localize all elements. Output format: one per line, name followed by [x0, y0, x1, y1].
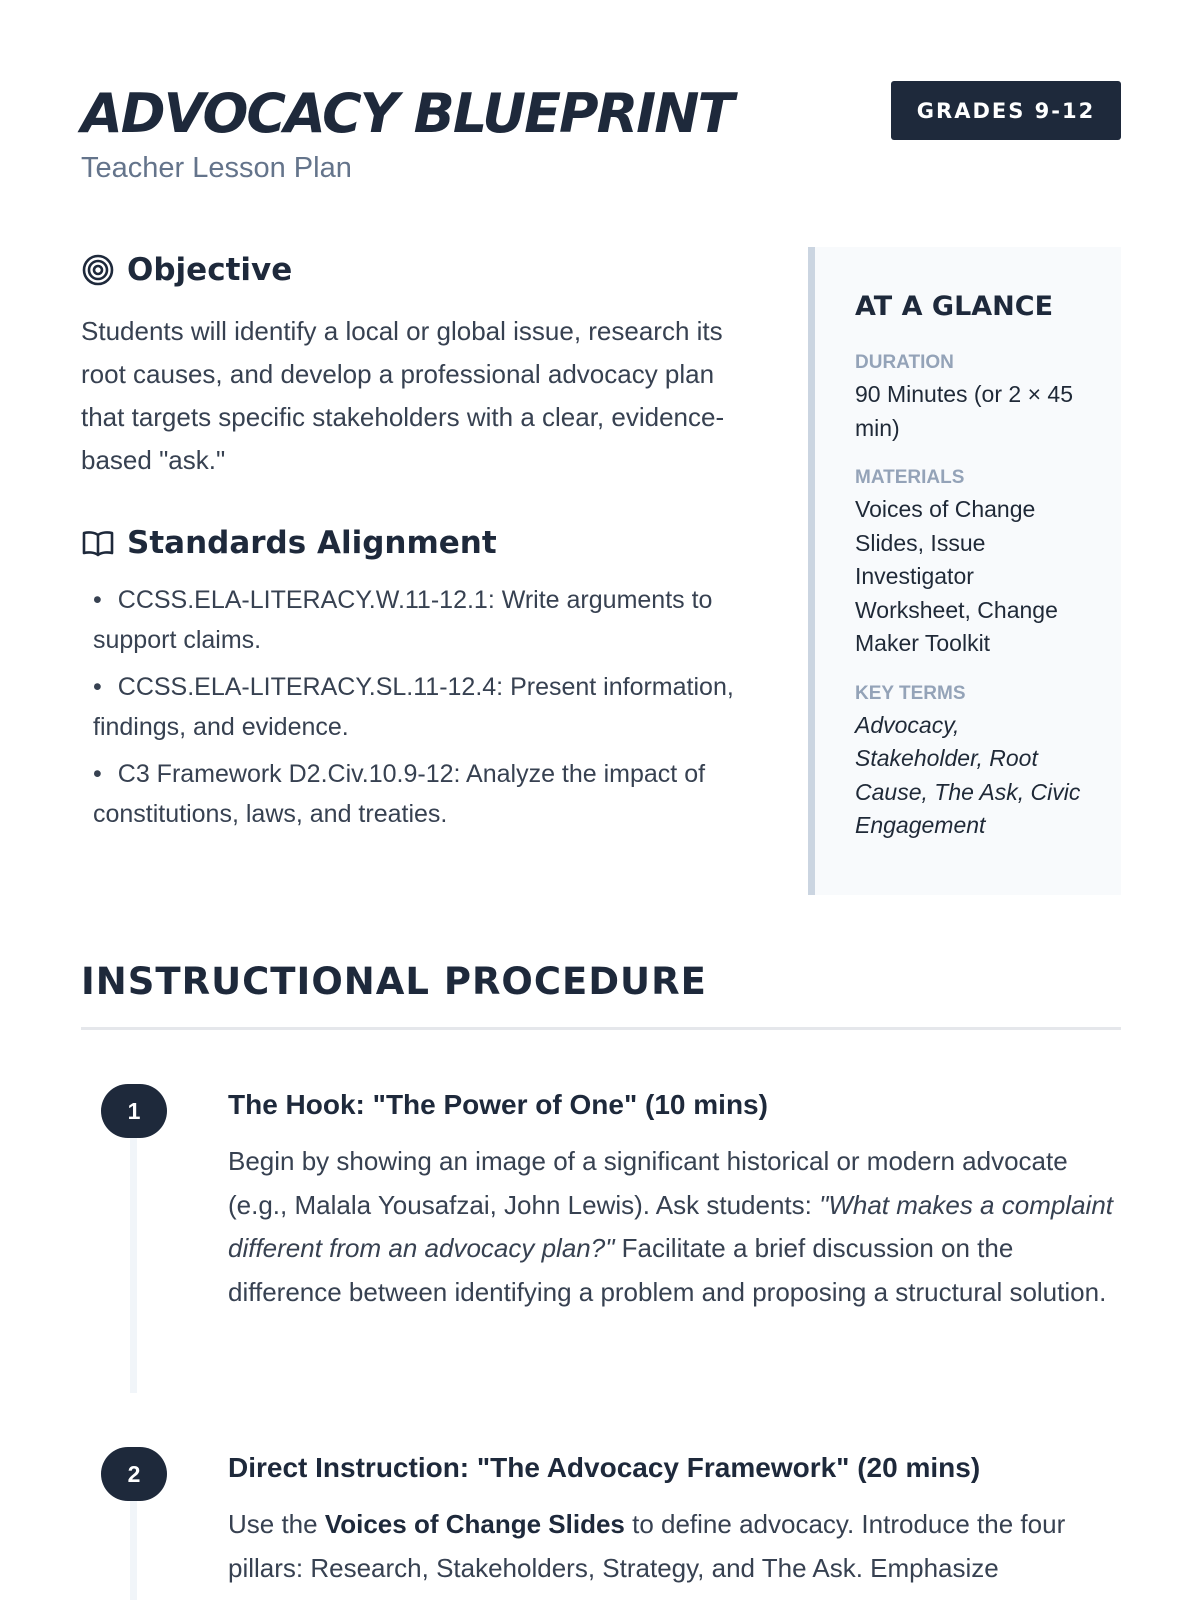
grade-badge: GRADES 9-12 [891, 81, 1121, 140]
step-body: Begin by showing an image of a significant historical or modern advocate (e.g., Malala Yousafzai, John Lewis). Ask students: "What makes a complaint different from an advocacy plan?" Facilitate a brief discussion on the difference between identifying a problem and proposing a structural solution. [228, 1146, 1114, 1307]
target-icon [81, 253, 115, 287]
objective-text: Students will identify a local or global issue, research its root causes, and develop a professional advocacy plan that targets specific stakeholders with a clear, evidence-based "ask." [81, 316, 725, 475]
step-title: Direct Instruction: "The Advocacy Framework" (20 mins) [228, 1452, 981, 1483]
duration-value: 90 Minutes (or 2 × 45 min) [855, 381, 1073, 441]
standards-heading-row [81, 525, 497, 561]
standards-list [93, 580, 763, 841]
key-terms-label: KEY TERMS [855, 682, 966, 704]
key-terms-value: Advocacy, Stakeholder, Root Cause, The Ask, Civic Engagement [855, 711, 1081, 838]
at-a-glance-heading: AT A GLANCE [855, 291, 1054, 322]
step-body: Use the Voices of Change Slides to define advocacy. Introduce the four pillars: Research, Stakeholders, Strategy, and The Ask. Emphasize [228, 1509, 1066, 1583]
timeline-line [130, 1110, 137, 1393]
procedure-divider [81, 1027, 1121, 1030]
standards-item: • CCSS.ELA-LITERACY.W.11-12.1: Write arguments to support claims. [93, 586, 713, 654]
objective-heading-row [81, 252, 292, 288]
at-a-glance-panel [808, 247, 1121, 895]
procedure-heading: INSTRUCTIONAL PROCEDURE [81, 960, 707, 1003]
materials-label: MATERIALS [855, 467, 965, 488]
book-open-icon [81, 526, 115, 560]
step-number-badge: 2 [101, 1447, 167, 1501]
standards-item: • CCSS.ELA-LITERACY.SL.11-12.4: Present information, findings, and evidence. [93, 673, 734, 741]
step-number-badge: 1 [101, 1084, 167, 1138]
objective-heading: Objective [127, 252, 293, 288]
step-title: The Hook: "The Power of One" (10 mins) [228, 1089, 768, 1120]
materials-value: Voices of Change Slides, Issue Investigator Worksheet, Change Maker Toolkit [855, 496, 1058, 656]
standards-heading: Standards Alignment [127, 525, 497, 561]
standards-item: • C3 Framework D2.Civ.10.9-12: Analyze the impact of constitutions, laws, and treaties. [93, 760, 706, 828]
page-title: ADVOCACY BLUEPRINT [81, 82, 733, 145]
page-subtitle: Teacher Lesson Plan [81, 152, 352, 184]
duration-label: DURATION [855, 352, 954, 373]
